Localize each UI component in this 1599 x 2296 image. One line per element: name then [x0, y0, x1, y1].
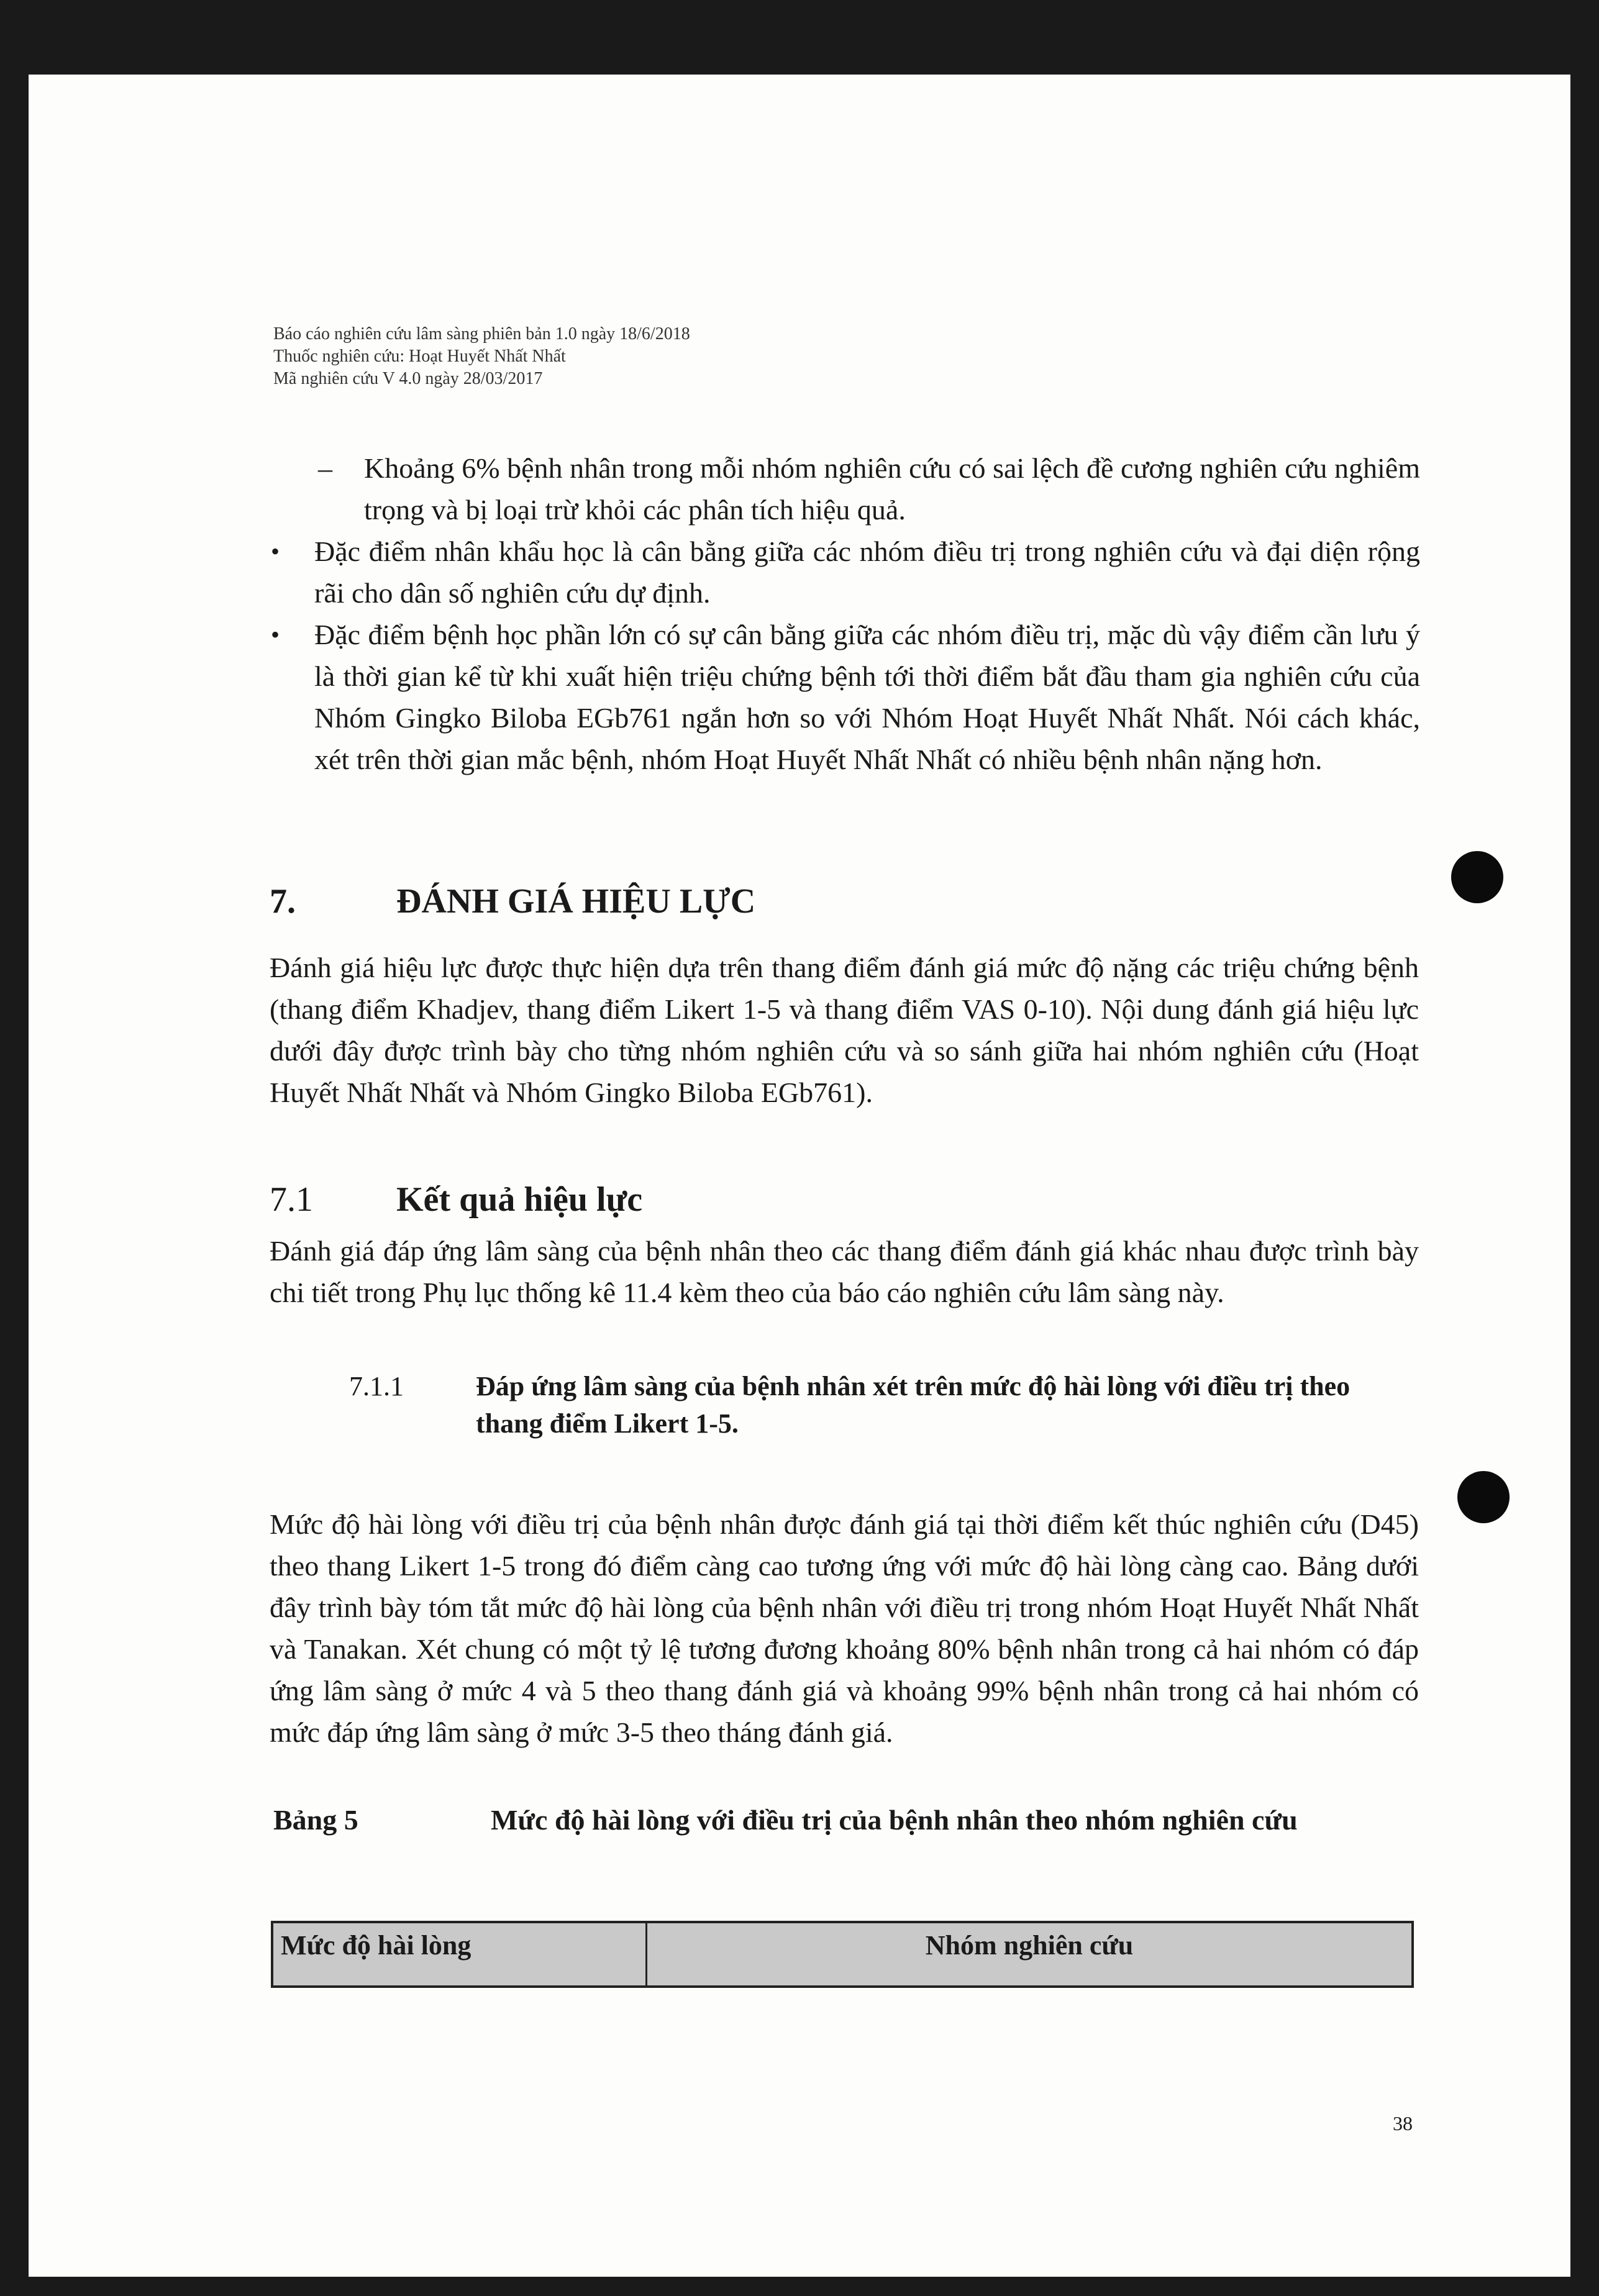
header-line-1: Báo cáo nghiên cứu lâm sàng phiên bản 1.0 ngày 18/6/2018 [273, 324, 690, 344]
section-title: Kết quả hiệu lực [396, 1180, 643, 1219]
data-table-header [271, 1921, 1414, 1988]
bullet-item-text: Đặc điểm nhân khẩu học là cân bằng giữa các nhóm điều trị trong nghiên cứu và đại diện rộng rãi cho dân số nghiên cứu dự định. [314, 535, 1420, 609]
header-line-2: Thuốc nghiên cứu: Hoạt Huyết Nhất Nhất [273, 347, 566, 366]
punch-hole-bottom [1457, 1471, 1510, 1523]
document-page [29, 75, 1570, 2277]
dash-list-item [318, 447, 1420, 531]
bullet-item-text: Đặc điểm bệnh học phần lớn có sự cân bằng giữa các nhóm điều trị, mặc dù vậy điểm cần lưu ý là thời gian kể từ khi xuất hiện triệu chứng bệnh tới thời điểm bắt đầu tham gia nghiên cứu của Nhóm Gingko Biloba EGb761 ngắn hơn so với Nhóm Hoạt Huyết Nhất Nhất. Nói cách khác, xét trên thời gian mắc bệnh, nhóm Hoạt Huyết Nhất Nhất có nhiều bệnh nhân nặng hơn. [314, 619, 1420, 775]
punch-hole-top [1451, 851, 1503, 903]
bullet-item-2 [271, 614, 1420, 780]
table-label: Bảng 5 [273, 1804, 358, 1836]
section-title: ĐÁNH GIÁ HIỆU LỰC [396, 882, 756, 921]
bullet-item-1 [271, 531, 1420, 614]
section-7-1-paragraph: Đánh giá đáp ứng lâm sàng của bệnh nhân theo các thang điểm đánh giá khác nhau được trình bày chi tiết trong Phụ lục thống kê 11.4 kèm theo của báo cáo nghiên cứu lâm sàng này. [270, 1235, 1419, 1308]
section-7-paragraph: Đánh giá hiệu lực được thực hiện dựa trên thang điểm đánh giá mức độ nặng các triệu chứng bệnh (thang điểm Khadjev, thang điểm Likert 1-5 và thang điểm VAS 0-10). Nội dung đánh giá hiệu lực dưới đây được trình bày cho từng nhóm nghiên cứu và so sánh giữa hai nhóm nghiên cứu (Hoạt Huyết Nhất Nhất và Nhóm Gingko Biloba EGb761). [270, 952, 1419, 1108]
bullet-marker: • [271, 621, 280, 649]
header-line-3: Mã nghiên cứu V 4.0 ngày 28/03/2017 [273, 369, 543, 388]
page-header [273, 323, 690, 390]
section-number: 7.1.1 [349, 1371, 404, 1401]
section-title: Đáp ứng lâm sàng của bệnh nhân xét trên mức độ hài lòng với điều trị theo thang điểm Likert 1-5. [476, 1371, 1351, 1439]
column-header-study-group: Nhóm nghiên cứu [925, 1930, 1134, 1961]
column-header-satisfaction: Mức độ hài lòng [273, 1923, 647, 1985]
table-title: Mức độ hài lòng với điều trị của bệnh nhân theo nhóm nghiên cứu [491, 1804, 1298, 1836]
section-7-1-1-paragraph: Mức độ hài lòng với điều trị của bệnh nhân được đánh giá tại thời điểm kết thúc nghiên cứu (D45) theo thang Likert 1-5 trong đó điểm càng cao tương ứng với mức độ hài lòng càng cao. Bảng dưới đây trình bày tóm tắt mức độ hài lòng của bệnh nhân với điều trị trong nhóm Hoạt Huyết Nhất Nhất và Tanakan. Xét chung có một tỷ lệ tương đương khoảng 80% bệnh nhân trong cả hai nhóm có đáp ứng lâm sàng ở mức 4 và 5 theo thang đánh giá và khoảng 99% bệnh nhân trong cả hai nhóm có mức đáp ứng lâm sàng ở mức 3-5 theo tháng đánh giá. [270, 1508, 1419, 1748]
dash-item-text: Khoảng 6% bệnh nhân trong mỗi nhóm nghiên cứu có sai lệch đề cương nghiên cứu nghiêm trọng và bị loại trừ khỏi các phân tích hiệu quả. [364, 452, 1420, 526]
section-number: 7.1 [270, 1180, 313, 1219]
section-number: 7. [270, 882, 296, 921]
bullet-marker: • [271, 537, 280, 565]
dash-marker: – [318, 452, 332, 484]
page-number: 38 [1393, 2112, 1413, 2134]
